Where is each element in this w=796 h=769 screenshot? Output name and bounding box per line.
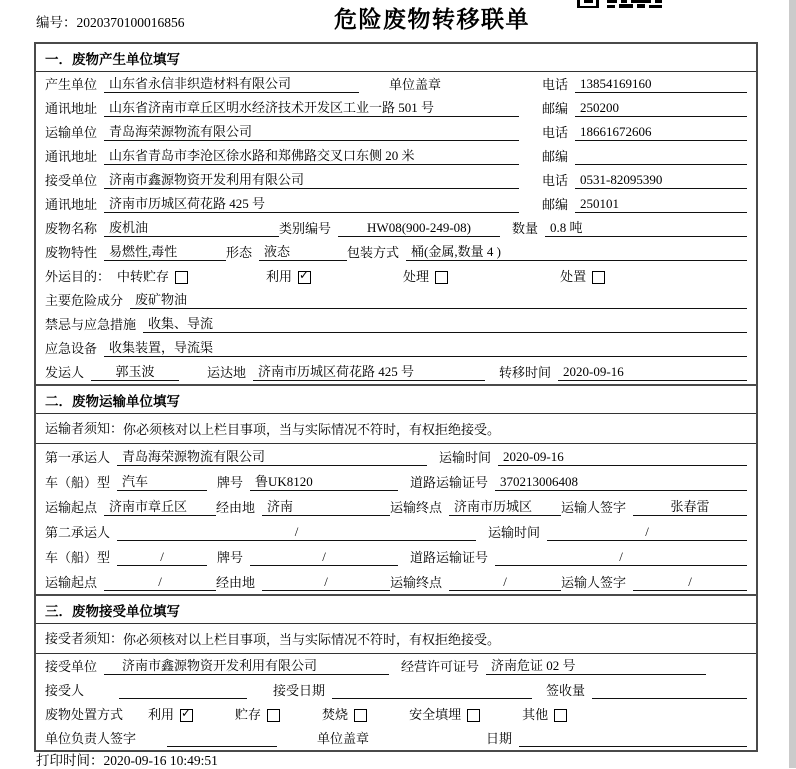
row-transporter-unit bbox=[36, 120, 756, 144]
receiver-person-label: 接受人 bbox=[45, 683, 85, 698]
receiver-phone-label: 电话 bbox=[541, 173, 568, 188]
doc-number-label: 编号： bbox=[36, 15, 77, 30]
responsible-signature-value bbox=[167, 730, 277, 747]
receiver-notice-text: 你必须核对以上栏目事项，当与实际情况不符时，有权拒绝接受。 bbox=[123, 632, 501, 647]
print-time-label: 打印时间： bbox=[36, 753, 104, 768]
transporter-phone-label: 电话 bbox=[541, 125, 568, 140]
section-receiver-header: 三．废物接受单位填写 bbox=[36, 596, 756, 624]
purpose-dispose-label: 处置 bbox=[560, 269, 587, 284]
row-consignor bbox=[36, 360, 756, 384]
purpose-dispose-checkbox bbox=[592, 271, 605, 284]
transporter-notice bbox=[36, 414, 756, 444]
receiver-notice bbox=[36, 624, 756, 654]
disposal-option-landfill bbox=[409, 707, 480, 723]
row-transfer-purpose bbox=[36, 264, 756, 288]
responsible-signature-label: 单位负责人签字 bbox=[45, 731, 137, 746]
row-transporter-address bbox=[36, 144, 756, 168]
transporter-address-value: 山东省青岛市李沧区徐水路和郑佛路交叉口东侧 20 米 bbox=[104, 148, 519, 165]
row-waste-name bbox=[36, 216, 756, 240]
row-second-carrier bbox=[36, 519, 756, 544]
disposal-incinerate-label: 焚烧 bbox=[322, 707, 349, 722]
receiver-person-value bbox=[119, 682, 247, 699]
road-permit-1-label: 道路运输证号 bbox=[410, 475, 489, 490]
transport-time-1-label: 运输时间 bbox=[439, 450, 492, 465]
producer-phone-value: 13854169160 bbox=[575, 76, 747, 93]
purpose-option-dispose bbox=[560, 269, 605, 285]
row-route-2 bbox=[36, 569, 756, 594]
disposal-option-incinerate bbox=[322, 707, 367, 723]
row-disposal-method bbox=[36, 702, 756, 726]
route-origin-1-value: 济南市章丘区 bbox=[104, 499, 216, 516]
row-waste-property bbox=[36, 240, 756, 264]
row-responsible-signature bbox=[36, 726, 756, 750]
disposal-landfill-checkbox bbox=[467, 709, 480, 722]
packaging-label: 包装方式 bbox=[347, 245, 400, 260]
quantity-label: 数量 bbox=[512, 221, 539, 236]
route-end-2-value: / bbox=[449, 574, 561, 591]
purpose-transit-storage-checkbox bbox=[175, 271, 188, 284]
purpose-utilize-label: 利用 bbox=[266, 269, 293, 284]
received-quantity-label: 签收量 bbox=[546, 683, 586, 698]
transporter-unit-value: 青岛海荣源物流有限公司 bbox=[104, 124, 519, 141]
route-via-2-label: 经由地 bbox=[216, 575, 256, 590]
category-code-label: 类别编号 bbox=[279, 221, 332, 236]
hazard-component-value: 废矿物油 bbox=[130, 292, 747, 309]
transporter-phone-value: 18661672606 bbox=[575, 124, 747, 141]
doc-number-value: 2020370100016856 bbox=[76, 15, 185, 30]
receiving-unit-label: 接受单位 bbox=[45, 659, 98, 674]
transport-time-2-value: / bbox=[547, 524, 747, 541]
receiver-unit-value: 济南市鑫源物资开发利用有限公司 bbox=[104, 172, 519, 189]
route-end-2-label: 运输终点 bbox=[390, 575, 443, 590]
receiver-unit-label: 接受单位 bbox=[45, 173, 98, 188]
manifest-table bbox=[34, 42, 758, 752]
form-state-label: 形态 bbox=[226, 245, 253, 260]
row-vehicle-2 bbox=[36, 544, 756, 569]
receiver-address-label: 通讯地址 bbox=[45, 197, 98, 212]
emergency-measures-label: 禁忌与应急措施 bbox=[45, 317, 137, 332]
unit-seal-label: 单位盖章 bbox=[389, 77, 442, 92]
transfer-date-label: 转移时间 bbox=[499, 365, 552, 380]
producer-unit-value: 山东省永信非织造材料有限公司 bbox=[104, 76, 359, 93]
transporter-sign-1-label: 运输人签字 bbox=[561, 500, 627, 515]
transport-time-1-value: 2020-09-16 bbox=[498, 449, 747, 466]
plate-no-2-value: / bbox=[250, 549, 398, 566]
transporter-postcode-value bbox=[575, 148, 747, 165]
disposal-method-label: 废物处置方式 bbox=[45, 707, 124, 722]
producer-postcode-label: 邮编 bbox=[541, 101, 568, 116]
emergency-equipment-value: 收集装置，导流渠 bbox=[104, 340, 747, 357]
transporter-sign-1-value: 张春雷 bbox=[633, 499, 747, 516]
route-via-1-value: 济南 bbox=[262, 499, 390, 516]
transporter-notice-text: 你必须核对以上栏目事项，当与实际情况不符时，有权拒绝接受。 bbox=[123, 422, 501, 437]
row-emergency-measures bbox=[36, 312, 756, 336]
route-end-1-label: 运输终点 bbox=[390, 500, 443, 515]
purpose-option-utilize bbox=[266, 269, 311, 285]
vehicle-type-2-value: / bbox=[117, 549, 207, 566]
row-vehicle-1 bbox=[36, 469, 756, 494]
doc-number bbox=[36, 11, 185, 31]
sign-date-label: 日期 bbox=[486, 731, 513, 746]
receiver-unit-seal-label: 单位盖章 bbox=[317, 731, 370, 746]
disposal-option-storage bbox=[235, 707, 280, 723]
disposal-utilize-label: 利用 bbox=[148, 707, 175, 722]
row-hazard-component bbox=[36, 288, 756, 312]
row-first-carrier bbox=[36, 444, 756, 469]
waste-property-value: 易燃性,毒性 bbox=[104, 244, 226, 261]
transporter-address-label: 通讯地址 bbox=[45, 149, 98, 164]
category-code-value: HW08(900-249-08) bbox=[338, 220, 500, 237]
purpose-option-transit-storage bbox=[117, 269, 188, 285]
row-emergency-equipment bbox=[36, 336, 756, 360]
receive-date-label: 接受日期 bbox=[273, 683, 326, 698]
route-origin-1-label: 运输起点 bbox=[45, 500, 98, 515]
section-transporter-header: 二．废物运输单位填写 bbox=[36, 386, 756, 414]
section-transporter bbox=[36, 384, 756, 594]
disposal-storage-checkbox bbox=[267, 709, 280, 722]
disposal-landfill-label: 安全填埋 bbox=[409, 707, 462, 722]
route-via-2-value: / bbox=[262, 574, 390, 591]
row-route-1 bbox=[36, 494, 756, 519]
disposal-option-other bbox=[522, 707, 567, 723]
first-carrier-label: 第一承运人 bbox=[45, 450, 111, 465]
producer-phone-label: 电话 bbox=[541, 77, 568, 92]
disposal-storage-label: 贮存 bbox=[235, 707, 262, 722]
receiving-unit-value: 济南市鑫源物资开发利用有限公司 bbox=[104, 658, 389, 675]
destination-label: 运达地 bbox=[207, 365, 247, 380]
document-header bbox=[0, 0, 796, 42]
transporter-unit-label: 运输单位 bbox=[45, 125, 98, 140]
transporter-sign-2-label: 运输人签字 bbox=[561, 575, 627, 590]
route-end-1-value: 济南市历城区 bbox=[449, 499, 561, 516]
disposal-other-checkbox bbox=[554, 709, 567, 722]
consignor-value: 郭玉波 bbox=[91, 364, 179, 381]
receiver-phone-value: 0531-82095390 bbox=[575, 172, 747, 189]
print-time-value: 2020-09-16 10:49:51 bbox=[103, 753, 218, 768]
section-producer bbox=[36, 44, 756, 384]
waste-name-value: 废机油 bbox=[104, 220, 279, 237]
received-quantity-value bbox=[592, 682, 747, 699]
plate-no-2-label: 牌号 bbox=[217, 550, 244, 565]
disposal-option-utilize bbox=[148, 707, 193, 723]
receive-date-value bbox=[332, 682, 532, 699]
row-receiver-unit bbox=[36, 168, 756, 192]
purpose-utilize-checkbox bbox=[298, 271, 311, 284]
purpose-option-treat bbox=[403, 269, 448, 285]
disposal-incinerate-checkbox bbox=[354, 709, 367, 722]
qr-code-fragment bbox=[577, 0, 662, 11]
road-permit-2-value: / bbox=[495, 549, 747, 566]
vehicle-type-1-label: 车（船）型 bbox=[45, 475, 111, 490]
row-receiver-address bbox=[36, 192, 756, 216]
section-producer-header: 一．废物产生单位填写 bbox=[36, 44, 756, 72]
transport-time-2-label: 运输时间 bbox=[487, 525, 540, 540]
row-producer-address bbox=[36, 96, 756, 120]
transporter-postcode-label: 邮编 bbox=[541, 149, 568, 164]
quantity-value: 0.8 吨 bbox=[545, 220, 747, 237]
transporter-sign-2-value: / bbox=[633, 574, 747, 591]
second-carrier-label: 第二承运人 bbox=[45, 525, 111, 540]
page-edge bbox=[789, 0, 796, 768]
vehicle-type-2-label: 车（船）型 bbox=[45, 550, 111, 565]
section-receiver bbox=[36, 594, 756, 750]
transfer-purpose-label: 外运目的： bbox=[45, 269, 111, 284]
form-state-value: 液态 bbox=[259, 244, 347, 261]
receiver-postcode-label: 邮编 bbox=[541, 197, 568, 212]
producer-address-value: 山东省济南市章丘区明水经济技术开发区工业一路 501 号 bbox=[104, 100, 519, 117]
license-no-value: 济南危证 02 号 bbox=[486, 658, 706, 675]
disposal-utilize-checkbox bbox=[180, 709, 193, 722]
second-carrier-value: / bbox=[117, 524, 476, 541]
transporter-notice-label: 运输者须知： bbox=[45, 420, 124, 436]
purpose-transit-storage-label: 中转贮存 bbox=[117, 269, 170, 284]
packaging-value: 桶(金属,数量 4 ) bbox=[406, 244, 747, 261]
producer-unit-label: 产生单位 bbox=[45, 77, 98, 92]
row-receiver-person bbox=[36, 678, 756, 702]
row-producer-unit bbox=[36, 72, 756, 96]
license-no-label: 经营许可证号 bbox=[401, 659, 480, 674]
route-origin-2-value: / bbox=[104, 574, 216, 591]
road-permit-2-label: 道路运输证号 bbox=[410, 550, 489, 565]
receiver-postcode-value: 250101 bbox=[575, 196, 747, 213]
producer-address-label: 通讯地址 bbox=[45, 101, 98, 116]
receiver-notice-label: 接受者须知： bbox=[45, 630, 124, 646]
route-via-1-label: 经由地 bbox=[216, 500, 256, 515]
producer-postcode-value: 250200 bbox=[575, 100, 747, 117]
page-title: 危险废物转移联单 bbox=[334, 7, 530, 32]
first-carrier-value: 青岛海荣源物流有限公司 bbox=[117, 449, 427, 466]
route-origin-2-label: 运输起点 bbox=[45, 575, 98, 590]
vehicle-type-1-value: 汽车 bbox=[117, 474, 207, 491]
plate-no-1-label: 牌号 bbox=[217, 475, 244, 490]
waste-property-label: 废物特性 bbox=[45, 245, 98, 260]
waste-name-label: 废物名称 bbox=[45, 221, 98, 236]
purpose-treat-label: 处理 bbox=[403, 269, 430, 284]
row-receiving-unit bbox=[36, 654, 756, 678]
road-permit-1-value: 370213006408 bbox=[495, 474, 747, 491]
transfer-date-value: 2020-09-16 bbox=[558, 364, 747, 381]
plate-no-1-value: 鲁UK8120 bbox=[250, 474, 398, 491]
consignor-label: 发运人 bbox=[45, 365, 85, 380]
emergency-equipment-label: 应急设备 bbox=[45, 341, 98, 356]
sign-date-value bbox=[519, 730, 747, 747]
receiver-address-value: 济南市历城区荷花路 425 号 bbox=[104, 196, 519, 213]
emergency-measures-value: 收集、导流 bbox=[143, 316, 747, 333]
hazard-component-label: 主要危险成分 bbox=[45, 293, 124, 308]
destination-value: 济南市历城区荷花路 425 号 bbox=[253, 364, 485, 381]
disposal-other-label: 其他 bbox=[522, 707, 549, 722]
print-time bbox=[36, 749, 218, 769]
purpose-treat-checkbox bbox=[435, 271, 448, 284]
